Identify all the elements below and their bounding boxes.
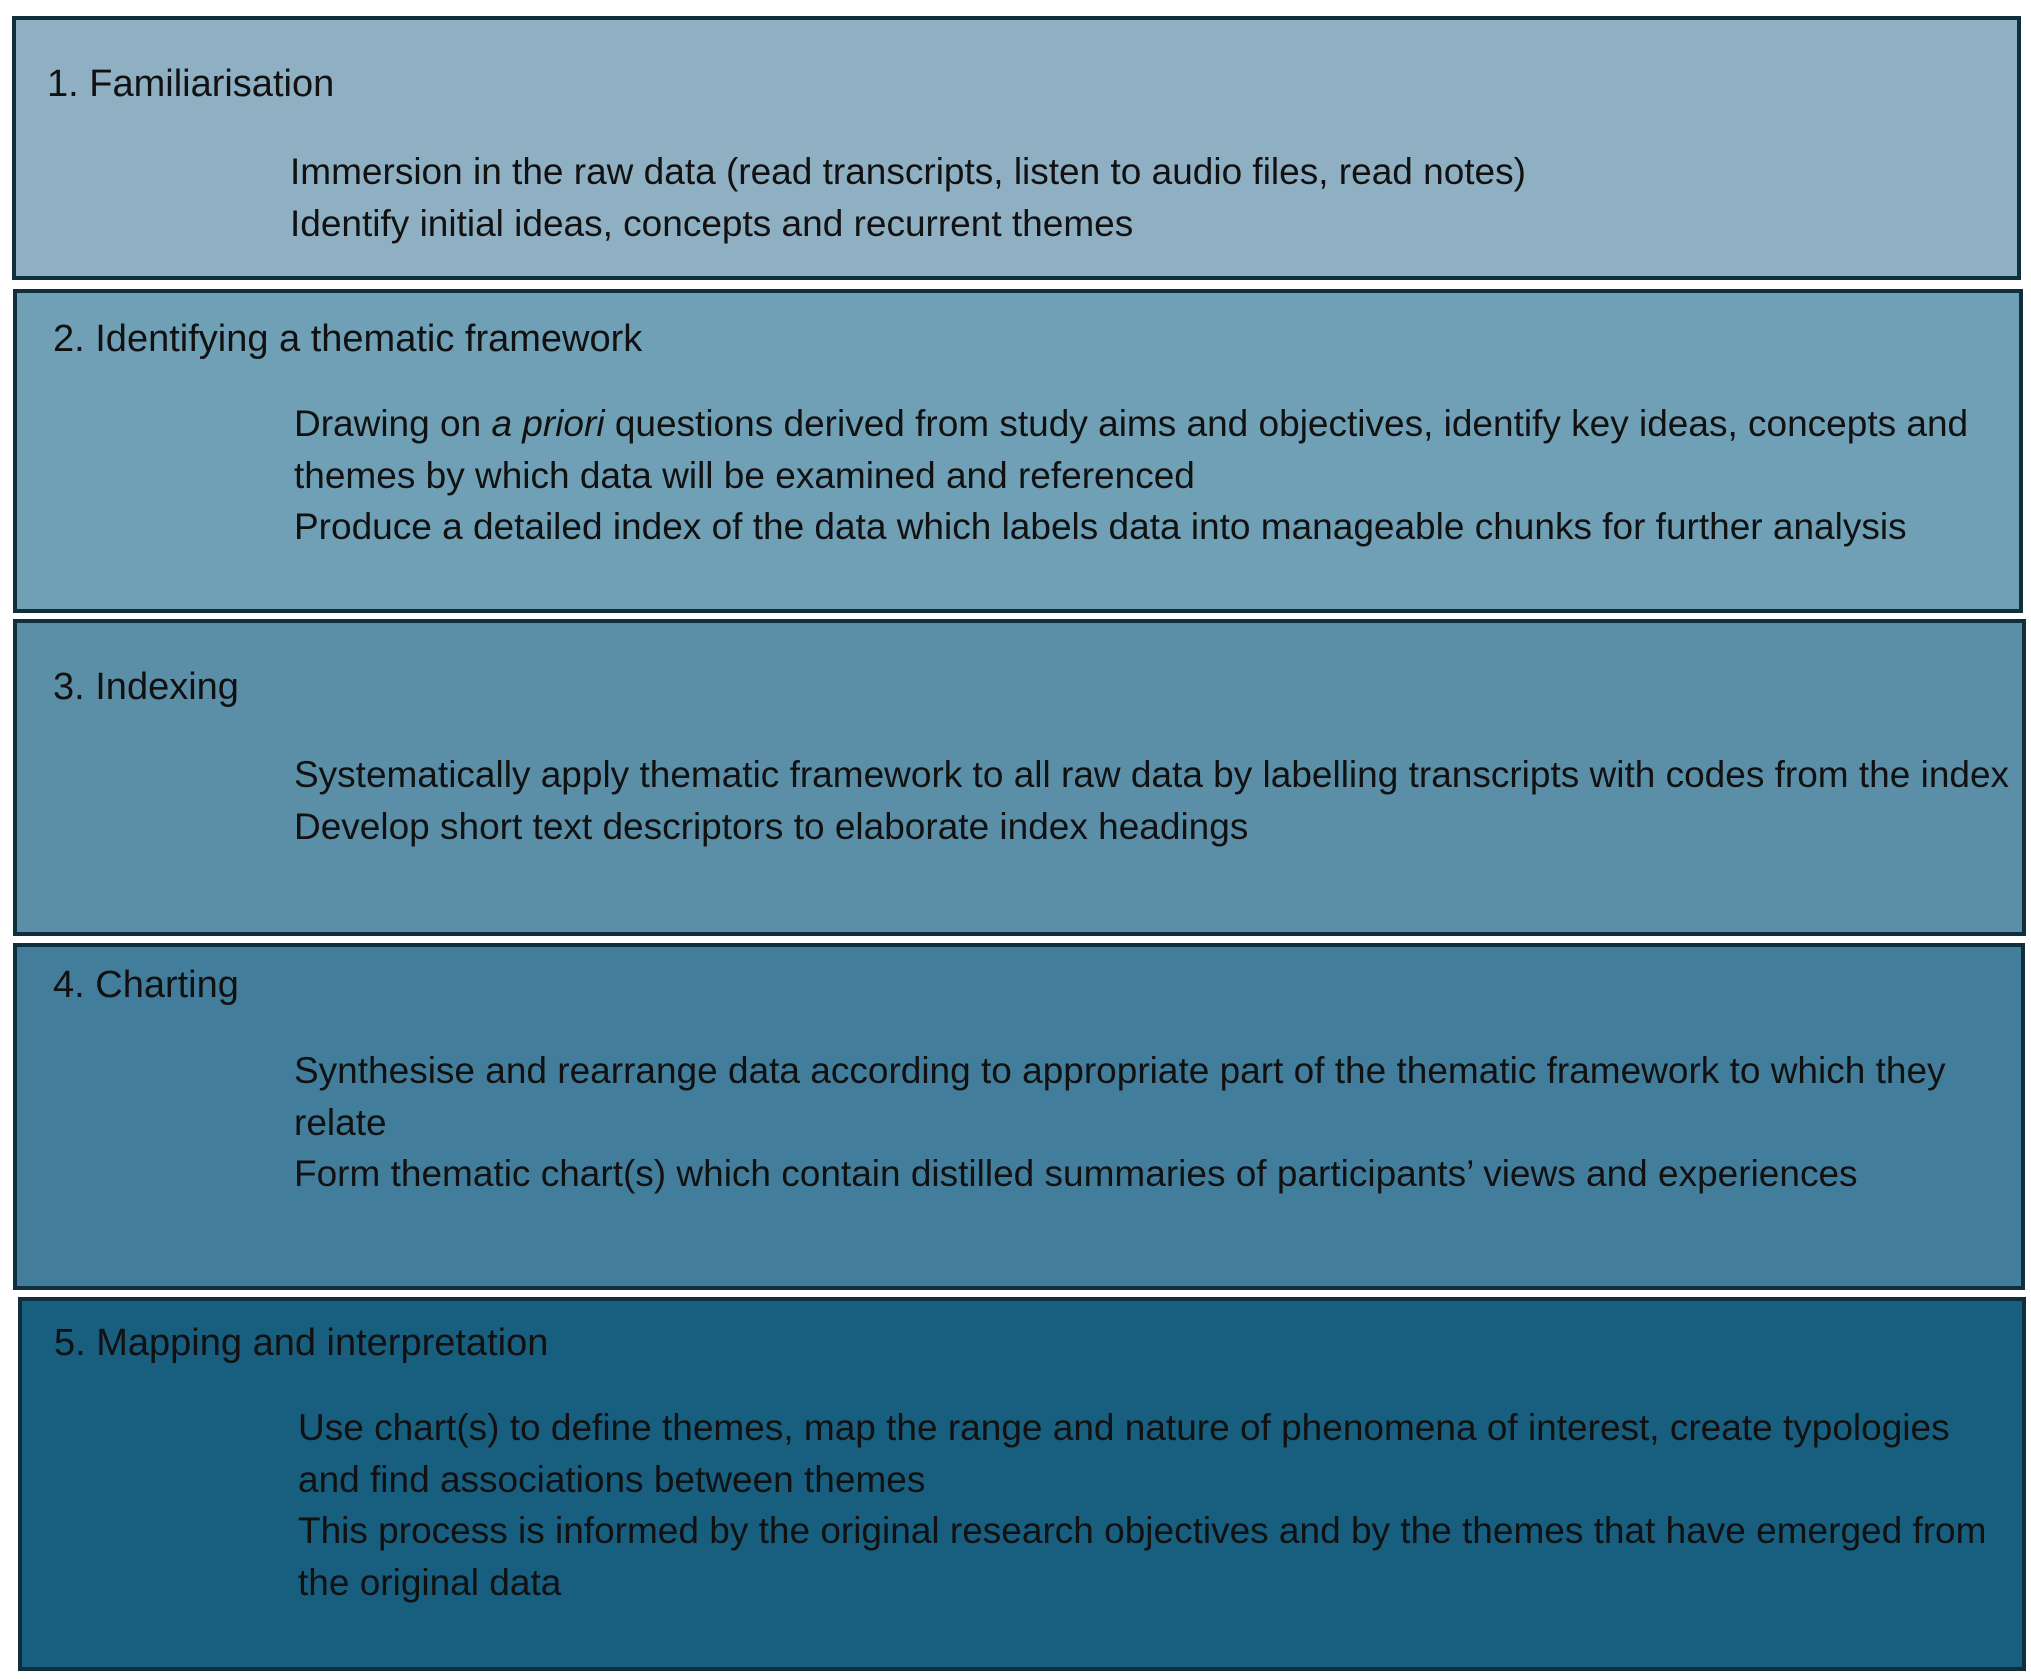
stage-mapping-interpretation bbox=[18, 1297, 2026, 1671]
stage-line: Produce a detailed index of the data which labels data into manageable chunks for further analysis bbox=[294, 506, 1907, 547]
stage-description bbox=[298, 1402, 2018, 1608]
stage-line: Use chart(s) to define themes, map the range and nature of phenomena of interest, create typologies and find associations between themes bbox=[298, 1407, 1950, 1500]
stage-line: Systematically apply thematic framework to all raw data by labelling transcripts with codes from the index bbox=[294, 754, 2010, 795]
stage-line: Develop short text descriptors to elaborate index headings bbox=[294, 805, 1249, 847]
italic-term: a priori bbox=[491, 403, 605, 444]
stage-title: 3. Indexing bbox=[53, 666, 239, 708]
stage-charting bbox=[13, 943, 2025, 1290]
line-text: questions derived from study aims and objectives, identify key ideas, concepts and themes by which data will be examined and referenced bbox=[294, 403, 1969, 496]
stage-description bbox=[290, 146, 1990, 249]
stage-line: This process is informed by the original research objectives and by the themes that have emerged from the original data bbox=[298, 1510, 1987, 1603]
stage-familiarisation bbox=[12, 16, 2021, 280]
stage-title: 2. Identifying a thematic framework bbox=[53, 318, 643, 360]
line-text: Drawing on bbox=[294, 403, 492, 444]
stage-title: 5. Mapping and interpretation bbox=[54, 1322, 549, 1364]
stage-line: Synthesise and rearrange data according to appropriate part of the thematic framework to which they relate bbox=[294, 1050, 1946, 1143]
stage-title: 1. Familiarisation bbox=[47, 63, 335, 105]
stage-indexing bbox=[13, 619, 2026, 936]
stage-title: 4. Charting bbox=[53, 964, 239, 1006]
stage-line: Identify initial ideas, concepts and recurrent themes bbox=[290, 202, 1134, 244]
stage-line: Form thematic chart(s) which contain distilled summaries of participants’ views and experiences bbox=[294, 1153, 1858, 1194]
stage-line: Immersion in the raw data (read transcripts, listen to audio files, read notes) bbox=[290, 151, 1526, 192]
stage-description bbox=[294, 749, 2014, 852]
stage-description bbox=[294, 398, 1994, 553]
stage-line bbox=[294, 398, 1994, 501]
stage-thematic-framework bbox=[13, 289, 2023, 613]
stage-description bbox=[294, 1045, 2014, 1200]
